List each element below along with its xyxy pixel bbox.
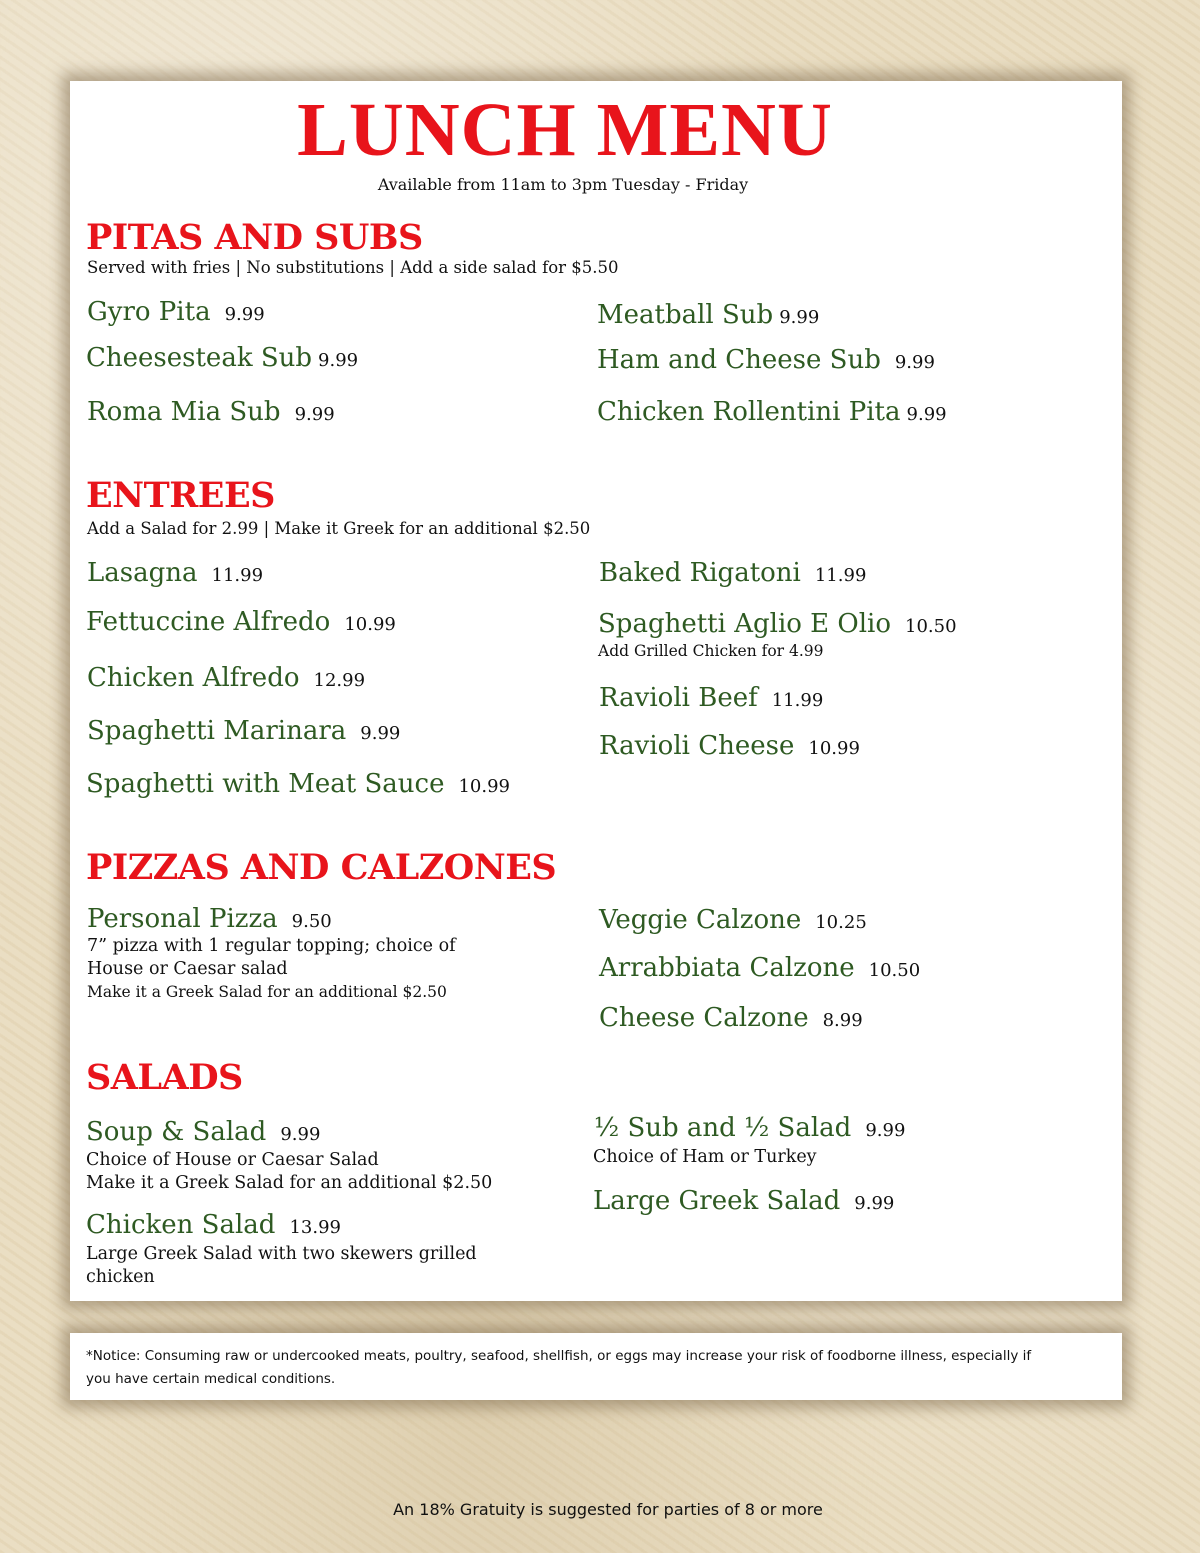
item-price: 9.99 — [854, 1193, 895, 1214]
item-name: Chicken Rollentini Pita — [597, 397, 901, 427]
item-name: Cheesesteak Sub — [86, 343, 313, 373]
menu-item-gyro-pita — [87, 297, 265, 327]
item-price: 9.99 — [894, 352, 935, 373]
item-price: 9.99 — [280, 1124, 321, 1145]
item-price: 9.99 — [865, 1120, 906, 1141]
item-name: Gyro Pita — [87, 297, 211, 327]
menu-item-ham-and-cheese-sub — [597, 345, 935, 375]
menu-title: LUNCH MENU — [297, 88, 833, 172]
item-price: 8.99 — [822, 1010, 863, 1031]
section-note-pitas: Served with fries | No substitutions | Add a side salad for $5.50 — [87, 258, 619, 277]
section-heading-pizzas-and-calzones: PIZZAS AND CALZONES — [86, 847, 557, 888]
menu-item-roma-mia-sub — [87, 397, 335, 427]
item-name: ½ Sub and ½ Salad — [594, 1113, 852, 1143]
menu-item-half-sub-half-salad — [594, 1113, 905, 1143]
item-name: Personal Pizza — [87, 904, 278, 934]
item-description: Choice of Ham or Turkey — [593, 1147, 817, 1167]
menu-item-baked-rigatoni — [599, 558, 866, 588]
item-price: 10.25 — [815, 912, 867, 933]
item-name: Ravioli Cheese — [599, 731, 795, 761]
item-name: Chicken Salad — [86, 1210, 276, 1240]
item-price: 9.99 — [224, 304, 265, 325]
item-price: 9.99 — [779, 307, 820, 328]
menu-item-ravioli-beef — [599, 683, 823, 713]
item-description: Make it a Greek Salad for an additional $2.50 — [86, 1173, 493, 1193]
menu-item-lasagna — [87, 558, 263, 588]
item-description: Add Grilled Chicken for 4.99 — [598, 642, 824, 660]
item-price: 10.50 — [905, 616, 957, 637]
item-price: 11.99 — [814, 565, 867, 586]
menu-item-spaghetti-aglio-e-olio — [598, 609, 957, 639]
section-heading-salads: SALADS — [86, 1057, 243, 1098]
menu-item-veggie-calzone — [599, 905, 867, 935]
item-price: 9.99 — [906, 404, 947, 425]
item-name: Cheese Calzone — [599, 1003, 809, 1033]
item-price: 11.99 — [771, 690, 824, 711]
food-safety-notice — [86, 1345, 1096, 1391]
menu-item-fettuccine-alfredo — [86, 607, 396, 637]
item-name: Arrabbiata Calzone — [599, 953, 855, 983]
menu-item-ravioli-cheese — [599, 731, 860, 761]
menu-item-spaghetti-marinara — [87, 716, 400, 746]
availability-text: Available from 11am to 3pm Tuesday - Friday — [377, 175, 749, 194]
item-price: 10.50 — [868, 960, 921, 981]
item-price: 12.99 — [313, 670, 366, 691]
item-name: Ham and Cheese Sub — [597, 345, 881, 375]
item-description: Large Greek Salad with two skewers grilled — [86, 1244, 477, 1264]
item-description: House or Caesar salad — [87, 959, 288, 979]
item-name: Spaghetti Aglio E Olio — [598, 609, 892, 639]
item-name: Meatball Sub — [597, 300, 774, 330]
section-note-entrees: Add a Salad for 2.99 | Make it Greek for an additional $2.50 — [87, 519, 591, 538]
menu-item-soup-and-salad — [86, 1117, 320, 1147]
item-name: Roma Mia Sub — [87, 397, 281, 427]
item-name: Veggie Calzone — [599, 905, 802, 935]
item-name: Fettuccine Alfredo — [86, 607, 331, 637]
notice-line-1: *Notice: Consuming raw or undercooked meats, poultry, seafood, shellfish, or eggs may increase your risk of foodborne illness, especially if — [86, 1348, 1032, 1364]
item-description: Make it a Greek Salad for an additional $2.50 — [87, 983, 447, 1001]
item-name: Ravioli Beef — [599, 683, 758, 713]
item-price: 9.99 — [360, 723, 401, 744]
item-name: Spaghetti Marinara — [87, 716, 347, 746]
menu-item-large-greek-salad — [593, 1186, 894, 1216]
item-name: Soup & Salad — [86, 1117, 267, 1147]
gratuity-note: An 18% Gratuity is suggested for parties of 8 or more — [393, 1500, 823, 1519]
item-price: 10.99 — [344, 614, 396, 635]
menu-item-cheesesteak-sub — [86, 343, 358, 373]
item-description: 7” pizza with 1 regular topping; choice of — [87, 936, 456, 956]
menu-item-arrabbiata-calzone — [599, 953, 920, 983]
menu-item-cheese-calzone — [599, 1003, 863, 1033]
section-heading-entrees: ENTREES — [86, 475, 275, 516]
item-price: 9.99 — [318, 350, 359, 371]
item-description: Choice of House or Caesar Salad — [86, 1150, 379, 1170]
menu-item-personal-pizza — [87, 904, 332, 934]
item-name: Lasagna — [87, 558, 198, 588]
item-price: 9.99 — [294, 404, 335, 425]
item-name: Baked Rigatoni — [599, 558, 801, 588]
item-name: Spaghetti with Meat Sauce — [86, 769, 445, 799]
item-price: 11.99 — [211, 565, 264, 586]
item-description: chicken — [86, 1267, 155, 1287]
menu-item-meatball-sub — [597, 300, 819, 330]
notice-line-2: you have certain medical conditions. — [86, 1371, 336, 1387]
item-price: 10.99 — [808, 738, 860, 759]
item-name: Chicken Alfredo — [87, 663, 300, 693]
item-price: 13.99 — [289, 1217, 341, 1238]
item-name: Large Greek Salad — [593, 1186, 841, 1216]
menu-item-chicken-alfredo — [87, 663, 365, 693]
menu-item-spaghetti-with-meat-sauce — [86, 769, 510, 799]
item-price: 10.99 — [458, 776, 510, 797]
section-heading-pitas-and-subs: PITAS AND SUBS — [86, 217, 423, 258]
menu-item-chicken-rollentini-pita — [597, 397, 947, 427]
menu-item-chicken-salad — [86, 1210, 341, 1240]
item-price: 9.50 — [291, 911, 332, 932]
